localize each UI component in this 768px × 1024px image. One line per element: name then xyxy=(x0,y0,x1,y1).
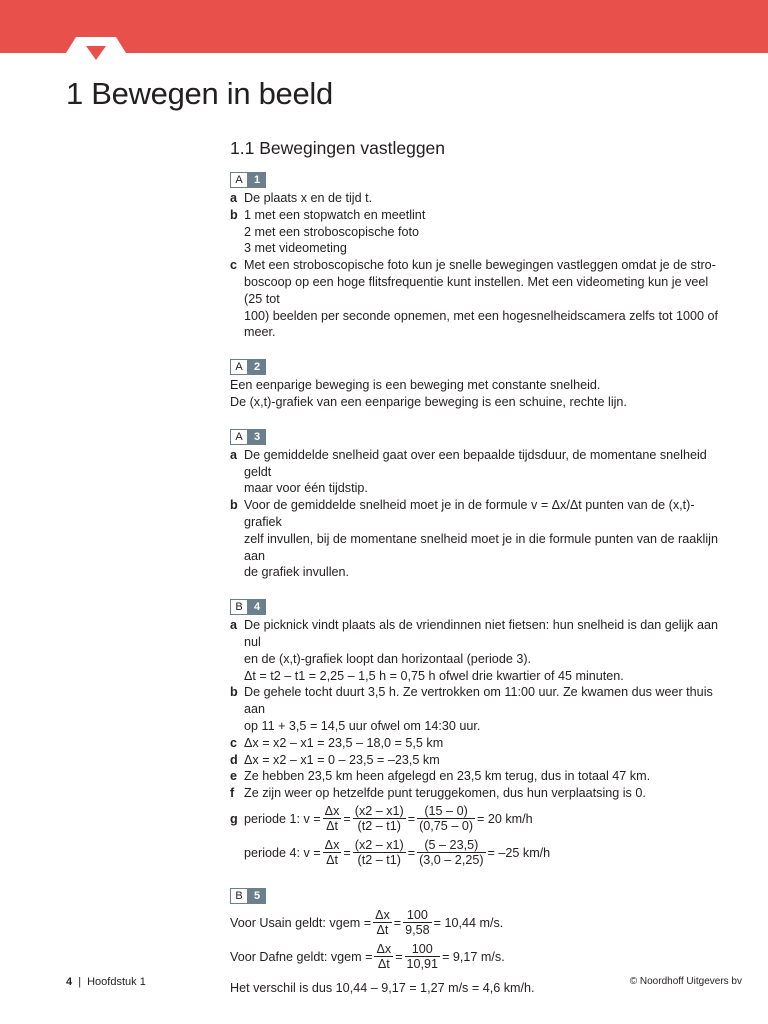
equation-result: = 10,44 m/s. xyxy=(433,915,504,930)
badge-number: 3 xyxy=(248,429,266,445)
fraction: $\frac{(x2 - x1)}{(t2 - t1)}$ xyxy=(354,838,404,868)
page-number: 4 xyxy=(66,976,73,988)
fraction: $\frac{\Delta x}{\Delta t}$ xyxy=(324,804,340,834)
footer-page-info xyxy=(66,976,146,988)
answer-c-line: boscoop op een hoge flitsfrequentie kunt instellen. Met een videometing kun je veel (25 tot xyxy=(244,274,709,306)
badge-level: A xyxy=(230,359,248,375)
answers-content xyxy=(230,172,720,1015)
question-4 xyxy=(230,599,720,870)
answer-a: a De gemiddelde snelheid gaat over een bepaalde tijdsduur, de momentane snelheid geldt xyxy=(230,447,707,479)
answer-a: a De plaats x en de tijd t. xyxy=(230,191,373,205)
answer-b-line: 3 met videometing xyxy=(244,241,347,256)
equation-prefix: periode 4: v = xyxy=(244,845,321,860)
answer-b-line: op 11 + 3,5 = 14,5 uur ofwel om 14:30 uur. xyxy=(244,718,481,733)
fraction: $\frac{100}{9,58}$ xyxy=(405,908,430,938)
question-badge xyxy=(230,599,720,615)
answer-a-line: maar voor één tijdstip. xyxy=(244,481,368,496)
question-1 xyxy=(230,172,720,341)
answer-line: Een eenparige beweging is een beweging met constante snelheid. xyxy=(230,378,601,393)
answer-line: De (x,t)-grafiek van een eenparige beweging is een schuine, rechte lijn. xyxy=(230,394,627,409)
footer-separator: | xyxy=(78,976,82,988)
answer-b-line: 2 met een stroboscopische foto xyxy=(244,224,420,239)
question-3 xyxy=(230,429,720,581)
answer-e: e Ze hebben 23,5 km heen afgelegd en 23,5 km terug, dus in totaal 47 km. xyxy=(230,769,651,784)
answer-b-line: zelf invullen, bij de momentane snelheid moet je in die formule punten van de raaklijn aan xyxy=(244,531,718,563)
badge-level: B xyxy=(230,599,248,615)
triangle-down-icon xyxy=(86,46,106,60)
answer-b-line: de grafiek invullen. xyxy=(244,565,350,580)
equation-result: = 20 km/h xyxy=(477,811,533,826)
fraction: $\frac{\Delta x}{\Delta t}$ xyxy=(376,942,392,972)
answer-a-line: en de (x,t)-grafiek loopt dan horizontaal (periode 3). xyxy=(244,651,532,666)
answer-b: b De gehele tocht duurt 3,5 h. Ze vertrokken om 11:00 uur. Ze kwamen dus weer thuis aan xyxy=(230,685,713,717)
question-badge xyxy=(230,172,720,188)
answer-f: f Ze zijn weer op hetzelfde punt teruggekomen, dus hun verplaatsing is 0. xyxy=(230,786,646,801)
answer-a-line: Δt = t2 – t1 = 2,25 – 1,5 h = 0,75 h ofwel drie kwartier of 45 minuten. xyxy=(244,668,624,683)
badge-number: 2 xyxy=(248,359,266,375)
question-badge xyxy=(230,359,720,375)
answer-g-equation: g periode 1: v = $\frac{\Delta x}{\Delta t}$ = $\frac{(x2 - x1)}{(t2 - t1)}$ = $\frac{(15 - 0)}{(0,75 - 0)}$ = 20 km/h xyxy=(230,804,533,834)
fraction: $\frac{\Delta x}{\Delta t}$ xyxy=(375,908,390,938)
chapter-title: 1 Bewegen in beeld xyxy=(66,76,333,111)
question-2 xyxy=(230,359,720,411)
answer-c: c Δx = x2 – x1 = 23,5 – 18,0 = 5,5 km xyxy=(230,735,444,750)
badge-level: B xyxy=(230,888,248,904)
answer-a: a De picknick vindt plaats als de vriendinnen niet fietsen: hun snelheid is dan gelijk aan nul xyxy=(230,618,718,649)
badge-number: 4 xyxy=(248,599,266,615)
answer-d: d Δx = x2 – x1 = 0 – 23,5 = –23,5 km xyxy=(230,752,440,767)
fraction: $\frac{(x2 - x1)}{(t2 - t1)}$ xyxy=(354,804,404,834)
section-title: 1.1 Bewegingen vastleggen xyxy=(230,138,446,158)
question-badge xyxy=(230,429,720,445)
dafne-equation: Voor Dafne geldt: vgem = $\frac{\Delta x}{\Delta t}$ = $\frac{100}{10,91}$ = 9,17 m/s. xyxy=(230,942,505,972)
equation-prefix: periode 1: v = xyxy=(244,811,321,826)
answer-c-line: 100) beelden per seconde opnemen, met een hogesnelheidscamera zelfs tot 1000 of meer. xyxy=(244,308,718,340)
fraction: $\frac{100}{10,91}$ xyxy=(406,942,439,972)
question-badge xyxy=(230,888,720,904)
footer-chapter: Hoofdstuk 1 xyxy=(87,976,146,988)
equation-result: = 9,17 m/s. xyxy=(442,949,505,964)
fraction: $\frac{(5 - 23,5)}{(3,0 - 2,25)}$ xyxy=(419,838,484,868)
badge-number: 1 xyxy=(248,172,266,188)
answer-g-equation: periode 4: v = $\frac{\Delta x}{\Delta t}$ = $\frac{(x2 - x1)}{(t2 - t1)}$ = $\frac{(5 - 23,5)}{(3,0 - 2,25)}$ = –25 km/h xyxy=(244,838,551,868)
fraction: $\frac{\Delta x}{\Delta t}$ xyxy=(324,838,340,868)
footer-copyright: © Noordhoff Uitgevers bv xyxy=(629,976,742,987)
badge-number: 5 xyxy=(248,888,266,904)
answer-b: b 1 met een stopwatch en meetlint xyxy=(230,207,426,222)
badge-level: A xyxy=(230,429,248,445)
equation-result: = –25 km/h xyxy=(487,845,551,860)
conclusion: Het verschil is dus 10,44 – 9,17 = 1,27 m/s = 4,6 km/h. xyxy=(230,980,535,995)
equation-prefix: Voor Usain geldt: vgem = xyxy=(230,915,372,930)
answer-b: b Voor de gemiddelde snelheid moet je in de formule v = Δx/Δt punten van de (x,t)-grafiek xyxy=(230,498,695,529)
answer-c: c Met een stroboscopische foto kun je snelle bewegingen vastleggen omdat je de stro- xyxy=(230,258,716,273)
badge-level: A xyxy=(230,172,248,188)
equation-prefix: Voor Dafne geldt: vgem = xyxy=(230,949,373,964)
usain-equation: Voor Usain geldt: vgem = $\frac{\Delta x}{\Delta t}$ = $\frac{100}{9,58}$ = 10,44 m/s. xyxy=(230,908,504,938)
fraction: $\frac{(15 - 0)}{(0,75 - 0)}$ xyxy=(419,804,474,834)
